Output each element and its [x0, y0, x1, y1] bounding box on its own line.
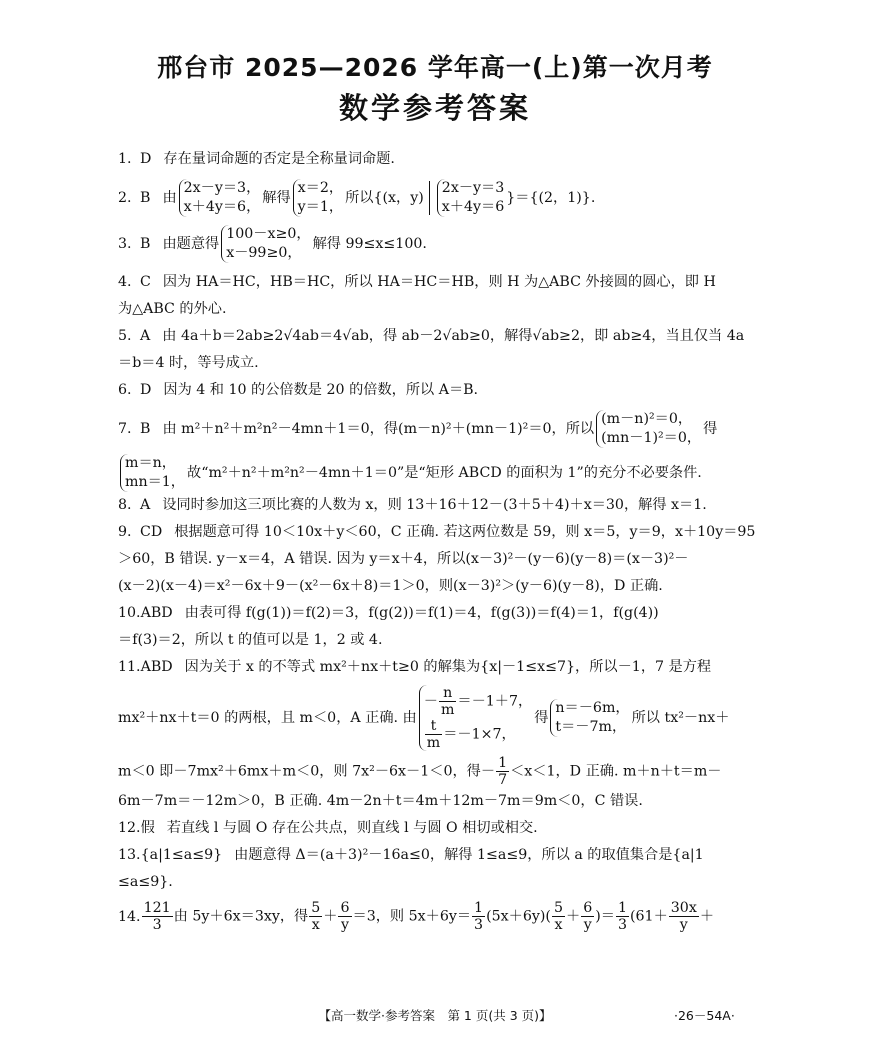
explanation-text: ＝3，则 5x＋6y＝	[352, 908, 472, 925]
answer-item-14	[118, 900, 758, 933]
footer-code: ·26－54A·	[674, 1008, 735, 1023]
equation-system	[419, 685, 532, 751]
explanation-line: 为△ABC 的外心.	[118, 301, 227, 317]
answer-choice: D	[140, 382, 152, 398]
equation-system	[221, 225, 310, 263]
equation: n＝－6m，	[555, 700, 630, 716]
answer-fraction	[142, 900, 173, 933]
fraction	[425, 718, 442, 751]
answer-item-1	[118, 146, 758, 173]
answer-item-5	[118, 323, 758, 377]
answer-choice: B	[140, 236, 151, 252]
question-number: 7.	[118, 421, 132, 437]
explanation-text: 故“m²＋n²＋m²n²－4mn＋1＝0”是“矩形 ABCD 的面积为 1”的充分不必要条件.	[187, 465, 702, 481]
answer-choice: D	[140, 151, 152, 167]
answer-list	[118, 146, 758, 933]
denominator: x	[311, 917, 320, 933]
answer-choice: 假	[140, 820, 155, 836]
numerator: 6	[340, 900, 350, 916]
answer-item-10	[118, 600, 758, 654]
equation: (mn－1)²＝0，	[601, 430, 702, 446]
equation: x＝2，	[297, 180, 344, 196]
numerator: 1	[617, 900, 627, 916]
denominator: 7	[498, 772, 508, 788]
question-number: 14.	[118, 908, 141, 925]
answer-choice: ABD	[140, 605, 173, 621]
operator: ＋	[565, 908, 581, 925]
explanation-line: 因为 HA＝HC，HB＝HC，所以 HA＝HC＝HB，则 H 为△ABC 外接圆的圆心，即 H	[162, 274, 716, 290]
denominator: 3	[617, 917, 627, 933]
equation-system	[550, 699, 629, 737]
explanation-text: m＜0 即－7mx²＋6mx＋m＜0，则 7x²－6x－1＜0，得－	[118, 763, 496, 780]
fraction	[338, 900, 351, 933]
fraction	[309, 900, 322, 933]
equation-system	[596, 410, 701, 448]
explanation-line: ≤a≤9}.	[118, 874, 173, 890]
numerator: n	[439, 685, 456, 702]
set-element: (x，y)	[382, 190, 424, 206]
answer-item-8	[118, 492, 758, 519]
explanation-line: 6m－7m＝－12m＞0，B 正确. 4m－2n＋t＝4m＋12m－7m＝9m＜0，C 错误.	[118, 793, 643, 809]
explanation-text: 由题意得	[162, 236, 220, 252]
equation: 2x－y＝3	[441, 180, 505, 196]
answer-item-2: 2. B 由 2x－y＝3， x＋4y＝6， 解得 x＝2， y＝1， 所以{(x，y) 2x－y＝3 x＋4y＝6 }＝{(2，1)}.	[118, 180, 596, 215]
document-title: 邢台市 2025—2026 学年高一(上)第一次月考	[157, 53, 713, 82]
explanation-text: 得	[703, 421, 718, 437]
answer-choice: B	[140, 421, 151, 437]
fraction	[552, 900, 565, 933]
fraction	[496, 755, 509, 788]
equation: y＝1，	[297, 199, 344, 215]
equation: ＝－1＋7，	[457, 693, 533, 710]
fraction	[669, 900, 699, 933]
denominator: y	[583, 917, 592, 933]
answer-item-13	[118, 842, 758, 896]
denominator: m	[440, 702, 455, 718]
numerator: 6	[583, 900, 593, 916]
operator: )＝	[595, 908, 615, 925]
equation-system	[120, 454, 185, 492]
explanation: 因为 4 和 10 的公倍数是 20 的倍数，所以 A＝B.	[163, 382, 479, 398]
answer-item-7	[118, 410, 758, 492]
equation-system	[293, 179, 343, 217]
equation: t＝－7m，	[555, 719, 627, 735]
explanation-line: 由题意得 Δ＝(a＋3)²－16a≤0，解得 1≤a≤9，所以 a 的取值集合是{a|1	[234, 847, 704, 863]
equation-system	[179, 179, 261, 217]
numerator: 1	[498, 755, 508, 771]
set-divider	[429, 181, 430, 215]
explanation-text: ＜x＜1，D 正确. m＋n＋t＝m－	[510, 763, 722, 780]
denominator: 3	[152, 917, 162, 933]
answer-choice: ABD	[140, 659, 173, 675]
footer-page-info: 【高一数学·参考答案 第 1 页(共 3 页)】	[318, 1008, 552, 1023]
denominator: m	[426, 735, 441, 751]
explanation-text: mx²＋nx＋t＝0 的两根，且 m＜0，A 正确. 由	[118, 710, 417, 726]
explanation-text: 由 5y＋6x＝3xy，得	[173, 908, 309, 925]
answer-choice: A	[140, 328, 151, 344]
explanation-line: 由表可得 f(g(1))＝f(2)＝3，f(g(2))＝f(1)＝4，f(g(3))＝f(4)＝1，f(g(4))	[184, 605, 659, 621]
equation: m＝n，	[125, 455, 176, 471]
document-subtitle: 数学参考答案	[338, 91, 531, 125]
answer-choice: C	[140, 274, 151, 290]
explanation-text: 得	[534, 710, 549, 726]
answer-choice: A	[140, 497, 151, 513]
denominator: y	[679, 917, 688, 933]
question-number: 1.	[118, 151, 132, 167]
numerator: 30x	[670, 900, 697, 916]
explanation: 若直线 l 与圆 O 存在公共点，则直线 l 与圆 O 相切或相交.	[166, 820, 538, 836]
equation: x＋4y＝6	[441, 199, 505, 215]
operator: ＋	[699, 908, 715, 925]
fraction	[616, 900, 629, 933]
answer-item-9	[118, 519, 758, 600]
explanation-text: 解得	[262, 190, 291, 206]
answer-item-12	[118, 815, 758, 842]
question-number: 3.	[118, 236, 132, 252]
explanation-text: 所以	[345, 190, 374, 206]
explanation-line: ＝f(3)＝2，所以 t 的值可以是 1，2 或 4.	[118, 632, 383, 648]
question-number: 2.	[118, 190, 132, 206]
equation: ＝－1×7，	[443, 726, 516, 743]
explanation-line: ＞60，B 错误. y－x＝4，A 错误. 因为 y＝x＋4，所以(x－3)²－(y－6)(y－8)＝(x－3)²－	[118, 551, 689, 567]
equation: x＋4y＝6，	[183, 199, 261, 215]
question-number: 4.	[118, 274, 132, 290]
question-number: 8.	[118, 497, 132, 513]
explanation-line: 由 4a＋b＝2ab≥2√4ab＝4√ab，得 ab－2√ab≥0，解得√ab≥2，即 ab≥4，当且仅当 4a	[162, 328, 745, 344]
explanation-text: 由 m²＋n²＋m²n²－4mn＋1＝0，得(m－n)²＋(mn－1)²＝0，所以	[162, 421, 595, 437]
explanation: 设同时参加这三项比赛的人数为 x，则 13＋16＋12－(3＋5＋4)＋x＝30，解得 x＝1.	[162, 497, 707, 513]
answer-item-3	[118, 225, 758, 263]
equation: 100－x≥0，	[226, 226, 311, 242]
numerator: 5	[311, 900, 321, 916]
numerator: t	[425, 718, 442, 735]
answer-item-4	[118, 269, 758, 323]
denominator: y	[340, 917, 349, 933]
explanation: 存在量词命题的否定是全称量词命题.	[163, 151, 395, 167]
equation: (m－n)²＝0，	[601, 411, 693, 427]
equation: mn＝1，	[125, 474, 185, 490]
fraction	[581, 900, 594, 933]
numerator: 1	[474, 900, 484, 916]
equation: 2x－y＝3，	[183, 180, 261, 196]
answer-item-6	[118, 377, 758, 404]
explanation-text: 由	[162, 190, 177, 206]
explanation-line: ＝b＝4 时，等号成立.	[118, 355, 259, 371]
explanation-text: ＝{(2，1)}.	[515, 190, 596, 206]
answer-item-11	[118, 654, 758, 815]
question-number: 9.	[118, 524, 132, 540]
fraction	[439, 685, 456, 718]
explanation-line: (x－2)(x－4)＝x²－6x＋9－(x²－6x＋8)＝1＞0，则(x－3)²＞(y－6)(y－8)，D 正确.	[118, 578, 663, 594]
question-number: 6.	[118, 382, 132, 398]
denominator: x	[554, 917, 563, 933]
minus-sign: －	[423, 693, 438, 710]
explanation-line: 根据题意可得 10＜10x＋y＜60，C 正确. 若这两位数是 59，则 x＝5，y＝9，x＋10y＝95	[174, 524, 756, 540]
numerator: 121	[143, 900, 171, 916]
answer-choice: {a|1≤a≤9}	[140, 847, 223, 863]
question-number: 11.	[118, 659, 141, 675]
explanation-text: (61＋	[629, 908, 668, 925]
question-number: 13.	[118, 847, 141, 863]
operator: ＋	[323, 908, 338, 925]
answer-choice: CD	[140, 524, 163, 540]
question-number: 10.	[118, 605, 141, 621]
fraction	[472, 900, 485, 933]
question-number: 5.	[118, 328, 132, 344]
explanation-text: 所以 tx²－nx＋	[631, 710, 730, 726]
equation: x－99≥0，	[226, 245, 302, 261]
numerator: 5	[553, 900, 563, 916]
question-number: 12.	[118, 820, 141, 836]
explanation-line: 因为关于 x 的不等式 mx²＋nx＋t≥0 的解集为{x|－1≤x≤7}，所以－1，7 是方程	[184, 659, 712, 675]
equation-system	[437, 179, 504, 217]
denominator: 3	[474, 917, 484, 933]
explanation-text: 解得 99≤x≤100.	[312, 236, 427, 252]
answer-choice: B	[140, 190, 151, 206]
explanation-text: (5x＋6y)(	[486, 908, 551, 925]
